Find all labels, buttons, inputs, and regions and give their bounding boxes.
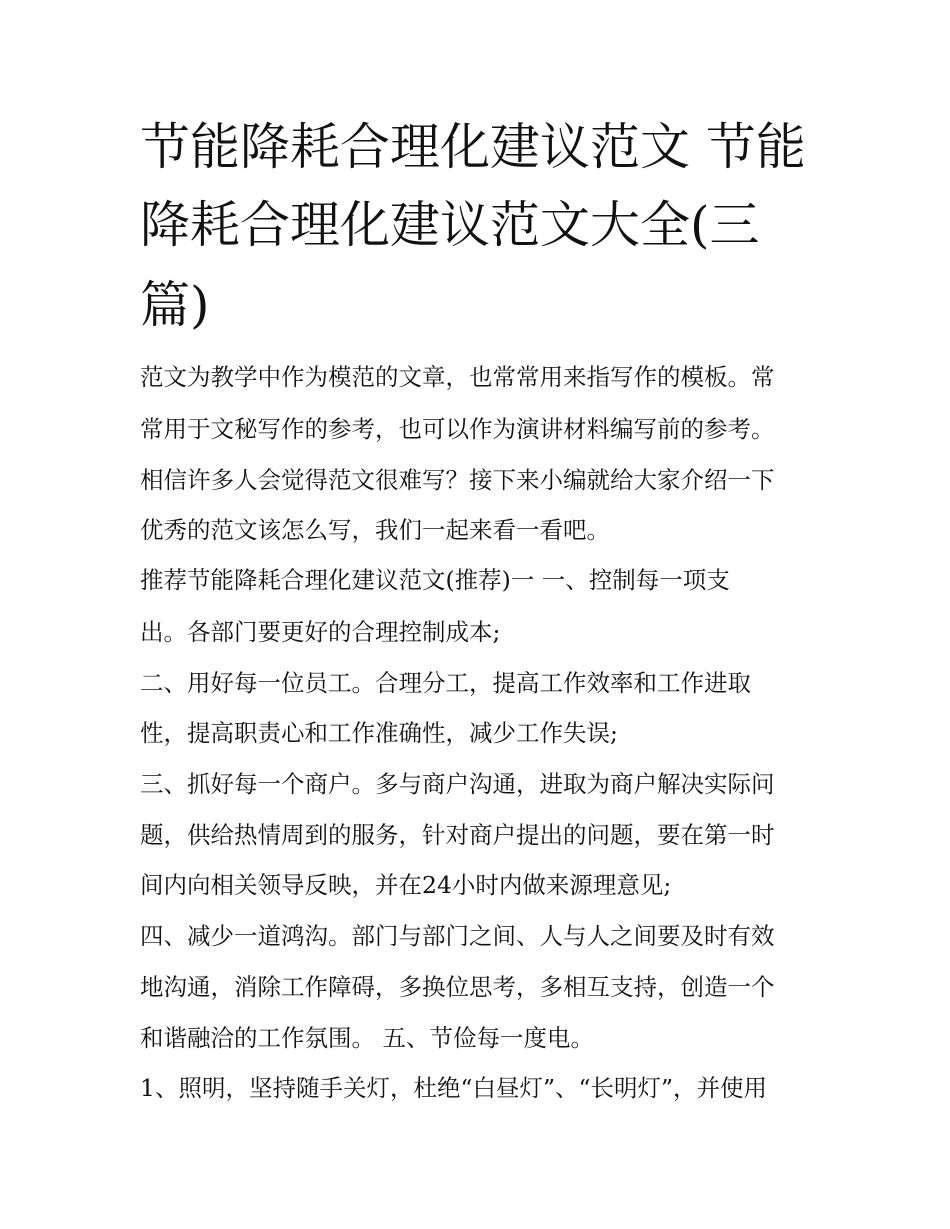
- body-text-line: 地沟通，消除工作障碍，多换位思考，多相互支持，创造一个: [140, 973, 775, 1001]
- body-text-line: 二、用好每一位员工。合理分工，提高工作效率和工作进取: [140, 669, 751, 697]
- body-text-line: 三、抓好每一个商户。多与商户沟通，进取为商户解决实际问: [140, 770, 775, 798]
- body-text-line: 常用于文秘写作的参考，也可以作为演讲材料编写前的参考。: [140, 415, 775, 443]
- body-text-line: 出。各部门要更好的合理控制成本;: [140, 618, 501, 646]
- body-text-line: 范文为教学中作为模范的文章，也常常用来指写作的模板。常: [140, 363, 775, 391]
- body-text-line: 1、照明，坚持随手关灯，杜绝“白昼灯”、“长明灯”，并使用: [140, 1074, 768, 1102]
- document-title-line-2: 降耗合理化建议范文大全(三: [140, 196, 760, 254]
- body-text-line: 相信许多人会觉得范文很难写？接下来小编就给大家介绍一下: [140, 466, 775, 494]
- body-text-line: 推荐节能降耗合理化建议范文(推荐)一 一、控制每一项支: [140, 566, 730, 594]
- document-title-line-1: 节能降耗合理化建议范文 节能: [140, 118, 806, 176]
- body-text-line: 间内向相关领导反映，并在24小时内做来源理意见;: [140, 871, 672, 899]
- body-text-line: 四、减少一道鸿沟。部门与部门之间、人与人之间要及时有效: [140, 922, 775, 950]
- body-text-line: 性，提高职责心和工作准确性，减少工作失误;: [140, 719, 618, 747]
- body-text-line: 题，供给热情周到的服务，针对商户提出的问题，要在第一时: [140, 821, 775, 849]
- body-text-line: 优秀的范文该怎么写，我们一起来看一看吧。: [140, 516, 610, 544]
- body-text-line: 和谐融洽的工作氛围。 五、节俭每一度电。: [140, 1024, 594, 1052]
- document-title-line-3: 篇): [140, 276, 210, 334]
